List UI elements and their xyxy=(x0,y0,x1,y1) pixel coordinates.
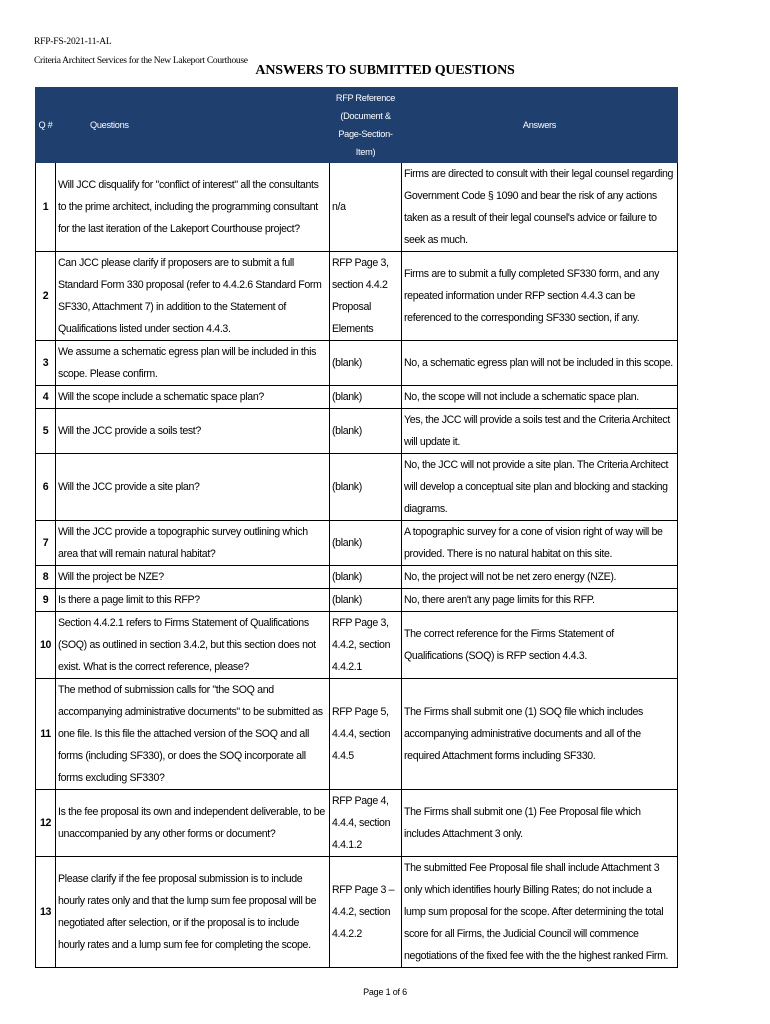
reference-cell: RFP Page 5, 4.4.4, section 4.4.5 xyxy=(330,679,402,790)
row-number: 10 xyxy=(36,612,56,679)
reference-cell: RFP Page 3 – 4.4.2, section 4.4.2.2 xyxy=(330,857,402,968)
table-row xyxy=(36,454,678,521)
answer-cell: Yes, the JCC will provide a soils test and the Criteria Architect will update it. xyxy=(402,409,678,454)
table-row xyxy=(36,790,678,857)
question-cell: Will the JCC provide a site plan? xyxy=(56,454,330,521)
answer-cell: The submitted Fee Proposal file shall include Attachment 3 only which identifies hourly Billing Rates; do not include a lump sum proposal for the scope. After determining the total score for all Firms, the Judicial Council will commence negotiations of the fixed fee with the the highest ranked Firm. xyxy=(402,857,678,968)
reference-cell: n/a xyxy=(330,163,402,252)
answer-cell: The Firms shall submit one (1) Fee Proposal file which includes Attachment 3 only. xyxy=(402,790,678,857)
reference-header-line1: RFP Reference xyxy=(335,93,396,103)
question-cell: Will the JCC provide a soils test? xyxy=(56,409,330,454)
header-row xyxy=(36,88,678,163)
answer-cell: The Firms shall submit one (1) SOQ file which includes accompanying administrative documents and all of the required Attachment forms including SF330. xyxy=(402,679,678,790)
row-number: 3 xyxy=(36,341,56,386)
question-cell: Section 4.4.2.1 refers to Firms Statement of Qualifications (SOQ) as outlined in section 3.4.2, but this section does not exist. What is the correct reference, please? xyxy=(56,612,330,679)
answer-cell: No, a schematic egress plan will not be included in this scope. xyxy=(402,341,678,386)
answer-cell: A topographic survey for a cone of vision right of way will be provided. There is no natural habitat on this site. xyxy=(402,521,678,566)
reference-cell: RFP Page 3, section 4.4.2 Proposal Elements xyxy=(330,252,402,341)
row-number: 13 xyxy=(36,857,56,968)
table-row xyxy=(36,252,678,341)
question-cell: Is the fee proposal its own and independent deliverable, to be unaccompanied by any other forms or document? xyxy=(56,790,330,857)
question-cell: The method of submission calls for "the SOQ and accompanying administrative documents" to be submitted as one file. Is this file the attached version of the SOQ and all forms (including SF330), or does the SOQ incorporate all forms excluding SF330? xyxy=(56,679,330,790)
page-title: ANSWERS TO SUBMITTED QUESTIONS xyxy=(255,63,515,78)
reference-cell: (blank) xyxy=(330,566,402,589)
column-header-questions: Questions xyxy=(56,88,330,163)
row-number: 5 xyxy=(36,409,56,454)
row-number: 12 xyxy=(36,790,56,857)
question-cell: Will the project be NZE? xyxy=(56,566,330,589)
qa-table xyxy=(35,87,678,968)
reference-header-line3: Page-Section-Item) xyxy=(338,129,393,157)
table-row xyxy=(36,612,678,679)
reference-cell: (blank) xyxy=(330,521,402,566)
question-cell: Will the JCC provide a topographic survey outlining which area that will remain natural habitat? xyxy=(56,521,330,566)
column-header-answers: Answers xyxy=(402,88,678,163)
question-cell: Can JCC please clarify if proposers are to submit a full Standard Form 330 proposal (refer to 4.4.2.6 Standard Form SF330, Attachment 7) in addition to the Statement of Qualifications listed under section 4.4.3. xyxy=(56,252,330,341)
answer-cell: No, there aren't any page limits for this RFP. xyxy=(402,589,678,612)
question-cell: We assume a schematic egress plan will be included in this scope. Please confirm. xyxy=(56,341,330,386)
reference-header-line2: (Document & xyxy=(340,111,391,121)
table-row xyxy=(36,409,678,454)
question-cell: Will JCC disqualify for "conflict of interest" all the consultants to the prime architect, including the programming consultant for the last iteration of the Lakeport Courthouse project? xyxy=(56,163,330,252)
row-number: 9 xyxy=(36,589,56,612)
table-row xyxy=(36,566,678,589)
reference-cell: (blank) xyxy=(330,386,402,409)
reference-cell: RFP Page 4, 4.4.4, section 4.4.1.2 xyxy=(330,790,402,857)
reference-cell: RFP Page 3, 4.4.2, section 4.4.2.1 xyxy=(330,612,402,679)
table-row xyxy=(36,857,678,968)
table-body xyxy=(36,163,678,968)
row-number: 6 xyxy=(36,454,56,521)
reference-cell: (blank) xyxy=(330,589,402,612)
table-row xyxy=(36,521,678,566)
column-header-reference xyxy=(330,88,402,163)
reference-cell: (blank) xyxy=(330,454,402,521)
answer-cell: No, the project will not be net zero energy (NZE). xyxy=(402,566,678,589)
row-number: 4 xyxy=(36,386,56,409)
table-header xyxy=(36,88,678,163)
question-cell: Will the scope include a schematic space plan? xyxy=(56,386,330,409)
question-cell: Please clarify if the fee proposal submission is to include hourly rates only and that the lump sum fee proposal will be negotiated after selection, or if the proposal is to include hourly rates and a lump sum fee for completing the scope. xyxy=(56,857,330,968)
row-number: 2 xyxy=(36,252,56,341)
answer-cell: The correct reference for the Firms Statement of Qualifications (SOQ) is RFP section 4.4.3. xyxy=(402,612,678,679)
table-row xyxy=(36,679,678,790)
question-cell: Is there a page limit to this RFP? xyxy=(56,589,330,612)
answer-cell: Firms are to submit a fully completed SF330 form, and any repeated information under RFP section 4.4.3 can be referenced to the corresponding SF330 section, if any. xyxy=(402,252,678,341)
reference-cell: (blank) xyxy=(330,409,402,454)
table-row xyxy=(36,341,678,386)
row-number: 11 xyxy=(36,679,56,790)
table-row xyxy=(36,386,678,409)
answer-cell: Firms are directed to consult with their legal counsel regarding Government Code § 1090 and bear the risk of any actions taken as a result of their legal counsel's advice or failure to seek as much. xyxy=(402,163,678,252)
answer-cell: No, the scope will not include a schematic space plan. xyxy=(402,386,678,409)
row-number: 1 xyxy=(36,163,56,252)
column-header-num: Q # xyxy=(36,88,56,163)
row-number: 7 xyxy=(36,521,56,566)
document-id: RFP-FS-2021-11-AL xyxy=(34,37,112,47)
table-row xyxy=(36,163,678,252)
page-number: Page 1 of 6 xyxy=(363,987,407,997)
document-subtitle: Criteria Architect Services for the New Lakeport Courthouse xyxy=(34,56,248,66)
answer-cell: No, the JCC will not provide a site plan. The Criteria Architect will develop a conceptual site plan and blocking and stacking diagrams. xyxy=(402,454,678,521)
reference-cell: (blank) xyxy=(330,341,402,386)
row-number: 8 xyxy=(36,566,56,589)
table-row xyxy=(36,589,678,612)
